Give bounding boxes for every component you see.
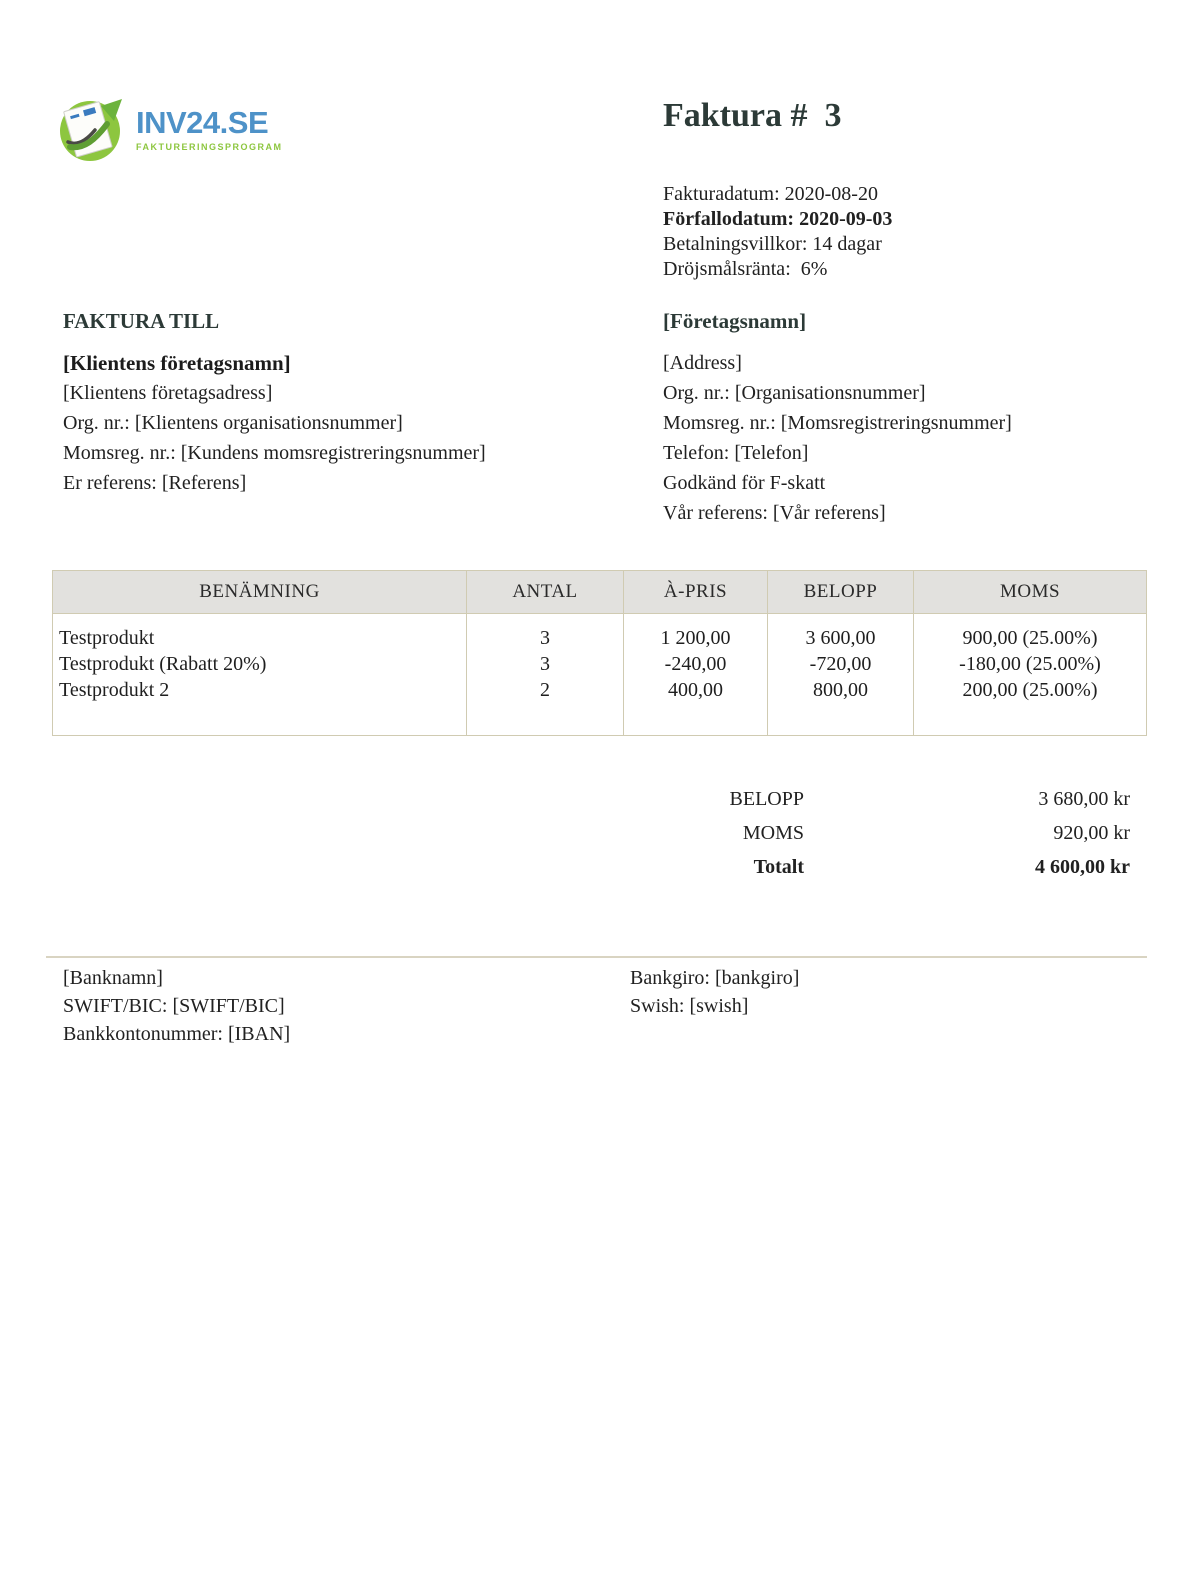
- item-apris: -240,00: [664, 653, 727, 675]
- totals-moms-value: 920,00 kr: [1053, 822, 1130, 844]
- totals-row-moms: [663, 822, 1130, 844]
- logo: [57, 94, 283, 164]
- items-table: [52, 570, 1147, 736]
- client-org-nr: Org. nr.: [Klientens organisationsnummer]: [63, 412, 403, 434]
- client-name: [Klientens företagsnamn]: [63, 351, 291, 375]
- footer-bankgiro: Bankgiro: [bankgiro]: [630, 967, 800, 989]
- column-header-antal: ANTAL: [467, 571, 624, 614]
- meta-betalningsvillkor: Betalningsvillkor: 14 dagar: [663, 233, 882, 255]
- item-moms: 200,00 (25.00%): [962, 679, 1098, 701]
- column-header-belopp: BELOPP: [768, 571, 914, 614]
- item-name: Testprodukt: [59, 627, 155, 649]
- invoice-arrow-icon: [57, 94, 127, 164]
- footer-swish: Swish: [swish]: [630, 995, 749, 1017]
- item-belopp-cell: [768, 614, 914, 736]
- company-moms-nr: Momsreg. nr.: [Momsregistreringsnummer]: [663, 412, 1012, 434]
- column-header-benamning: BENÄMNING: [53, 571, 467, 614]
- totals-total-value: 4 600,00 kr: [1035, 856, 1130, 878]
- client-address: [Klientens företagsadress]: [63, 382, 273, 404]
- item-moms: 900,00 (25.00%): [962, 627, 1098, 649]
- items-table-header-row: [53, 571, 1147, 614]
- item-moms-cell: [914, 614, 1147, 736]
- item-name: Testprodukt (Rabatt 20%): [59, 653, 267, 675]
- company-block: [663, 310, 1012, 528]
- logo-brand-text: INV24.SE: [136, 104, 269, 140]
- items-table-body: [53, 614, 1147, 736]
- item-antal: 2: [540, 679, 550, 701]
- item-apris: 400,00: [668, 679, 723, 701]
- totals-total-label: Totalt: [753, 856, 804, 878]
- footer-divider: [46, 956, 1147, 958]
- meta-fakturadatum: Fakturadatum: 2020-08-20: [663, 183, 878, 205]
- item-antal-cell: [467, 614, 624, 736]
- company-fskatt: Godkänd för F-skatt: [663, 472, 826, 494]
- totals-row-belopp: [663, 788, 1130, 810]
- meta-drojsmalsranta: Dröjsmålsränta: 6%: [663, 258, 828, 280]
- item-apris: 1 200,00: [660, 627, 731, 649]
- company-phone: Telefon: [Telefon]: [663, 442, 809, 464]
- item-belopp: 3 600,00: [805, 627, 876, 649]
- bill-to-block: [63, 310, 486, 498]
- item-name-cell: [53, 614, 467, 736]
- bill-to-heading: FAKTURA TILL: [63, 309, 220, 333]
- item-antal: 3: [540, 653, 550, 675]
- client-moms-nr: Momsreg. nr.: [Kundens momsregistreringsnummer]: [63, 442, 486, 464]
- company-reference: Vår referens: [Vår referens]: [663, 502, 886, 524]
- totals-belopp-label: BELOPP: [729, 788, 804, 810]
- company-org-nr: Org. nr.: [Organisationsnummer]: [663, 382, 926, 404]
- item-antal: 3: [540, 627, 550, 649]
- item-moms: -180,00 (25.00%): [959, 653, 1101, 675]
- footer-giro-block: [630, 964, 799, 1020]
- logo-tagline-text: FAKTURERINGSPROGRAM: [136, 141, 283, 152]
- item-belopp: 800,00: [813, 679, 868, 701]
- totals-belopp-value: 3 680,00 kr: [1038, 788, 1130, 810]
- logo-text: [136, 104, 283, 152]
- footer-swift: SWIFT/BIC: [SWIFT/BIC]: [63, 995, 285, 1017]
- totals-block: [663, 788, 1130, 890]
- company-name: [Företagsnamn]: [663, 309, 807, 333]
- invoice-meta: [663, 182, 892, 282]
- footer-account: Bankkontonummer: [IBAN]: [63, 1023, 291, 1045]
- column-header-moms: MOMS: [914, 571, 1147, 614]
- column-header-apris: À-PRIS: [624, 571, 768, 614]
- totals-moms-label: MOMS: [742, 822, 804, 844]
- company-address: [Address]: [663, 352, 742, 374]
- item-belopp: -720,00: [809, 653, 872, 675]
- footer-bank-block: [63, 964, 290, 1048]
- totals-row-total: [663, 856, 1130, 878]
- client-reference: Er referens: [Referens]: [63, 472, 247, 494]
- footer-bank-name: [Banknamn]: [63, 967, 163, 989]
- item-apris-cell: [624, 614, 768, 736]
- invoice-title: Faktura # 3: [663, 97, 842, 134]
- item-name: Testprodukt 2: [59, 679, 170, 701]
- meta-forfallodatum: Förfallodatum: 2020-09-03: [663, 208, 893, 230]
